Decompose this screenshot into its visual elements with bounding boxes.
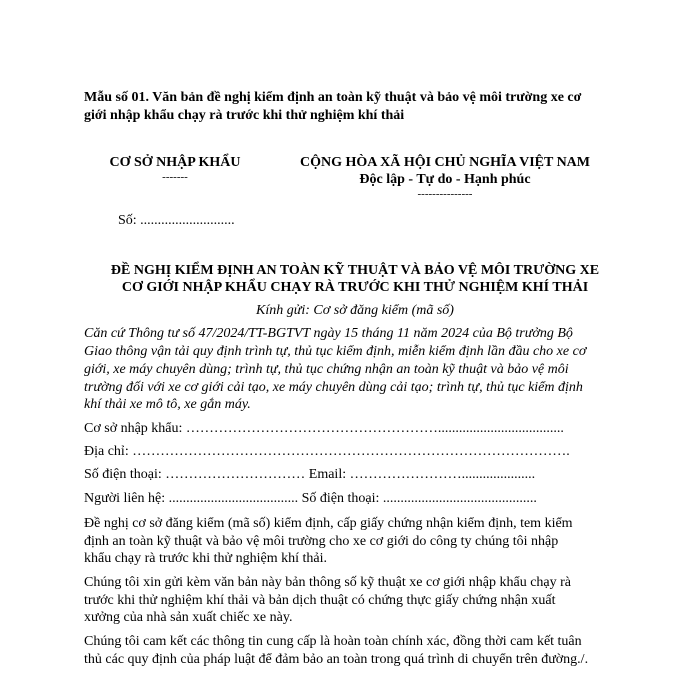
attachment-paragraph-line-1: Chúng tôi xin gửi kèm văn bản này bản thông số kỹ thuật xe cơ giới nhập khẩu chạy rà [84, 575, 572, 590]
importer-org-label: CƠ SỞ NHẬP KHẨU [109, 155, 241, 170]
request-paragraph-line-3: khẩu chạy rà trước khi thử nghiệm khí thải. [84, 551, 328, 566]
recipient-line: Kính gửi: Cơ sở đăng kiểm (mã số) [256, 303, 454, 318]
attachment-paragraph-line-2: trước khi thử nghiệm khí thải và bản dịch thuật có chứng thực giấy chứng nhận xuất [84, 593, 556, 608]
request-paragraph-line-2: định an toàn kỹ thuật và bảo vệ môi trường cho xe cơ giới do công ty chúng tôi nhập [84, 534, 559, 549]
national-motto: Độc lập - Tự do - Hạnh phúc [359, 172, 531, 187]
legal-basis-line-3: giới, xe máy chuyên dùng; trình tự, thủ tục chứng nhận an toàn kỹ thuật và bảo vệ môi [84, 362, 569, 377]
form-title-line-1: Mẫu số 01. Văn bản đề nghị kiểm định an toàn kỹ thuật và bảo vệ môi trường xe cơ [84, 90, 582, 105]
request-paragraph-line-1: Đề nghị cơ sở đăng kiểm (mã số) kiểm định, cấp giấy chứng nhận kiểm định, tem kiểm [84, 516, 573, 531]
national-motto-rule: --------------- [417, 188, 473, 200]
legal-basis-line-5: khí thải xe mô tô, xe gắn máy. [84, 397, 251, 412]
document-number: Số: ........................... [118, 213, 235, 228]
attachment-paragraph-line-3: xưởng của nhà sản xuất chiếc xe này. [84, 610, 293, 625]
legal-basis-line-2: Giao thông vận tải quy định trình tự, thủ tục kiểm định, miễn kiểm định lần đầu cho xe cơ [84, 344, 587, 359]
national-title: CỘNG HÒA XÃ HỘI CHỦ NGHĨA VIỆT NAM [299, 155, 590, 170]
form-title-line-2: giới nhập khẩu chạy rà trước khi thử nghiệm khí thải [84, 108, 405, 123]
importer-field: Cơ sở nhập khẩu: ……………………………………………….................................... [84, 421, 564, 436]
document-title-line-1: ĐỀ NGHỊ KIỂM ĐỊNH AN TOÀN KỸ THUẬT VÀ BẢO VỆ MÔI TRƯỜNG XE [110, 263, 600, 278]
legal-basis-line-4: trường đối với xe cơ giới cải tạo, xe máy chuyên dùng cải tạo; trình tự, thủ tục kiểm định [84, 380, 583, 395]
legal-basis-line-1: Căn cứ Thông tư số 47/2024/TT-BGTVT ngày 15 tháng 11 năm 2024 của Bộ trưởng Bộ [84, 326, 573, 341]
commitment-paragraph-line-1: Chúng tôi cam kết các thông tin cung cấp là hoàn toàn chính xác, đồng thời cam kết tuân [84, 634, 582, 649]
phone-email-field: Số điện thoại: ………………………… Email: ……………………..................... [84, 467, 536, 482]
address-field: Địa chỉ: …………………………………………………………………………………. [84, 444, 570, 459]
contact-field: Người liên hệ: ..................................... Số điện thoại: ............................................ [84, 491, 537, 506]
commitment-paragraph-line-2: thủ các quy định của pháp luật để đảm bảo an toàn trong quá trình di chuyển trên đường./. [84, 652, 589, 667]
importer-org-rule: ------- [162, 171, 188, 183]
document-title-line-2: CƠ GIỚI NHẬP KHẨU CHẠY RÀ TRƯỚC KHI THỬ NGHIỆM KHÍ THẢI [121, 280, 589, 295]
